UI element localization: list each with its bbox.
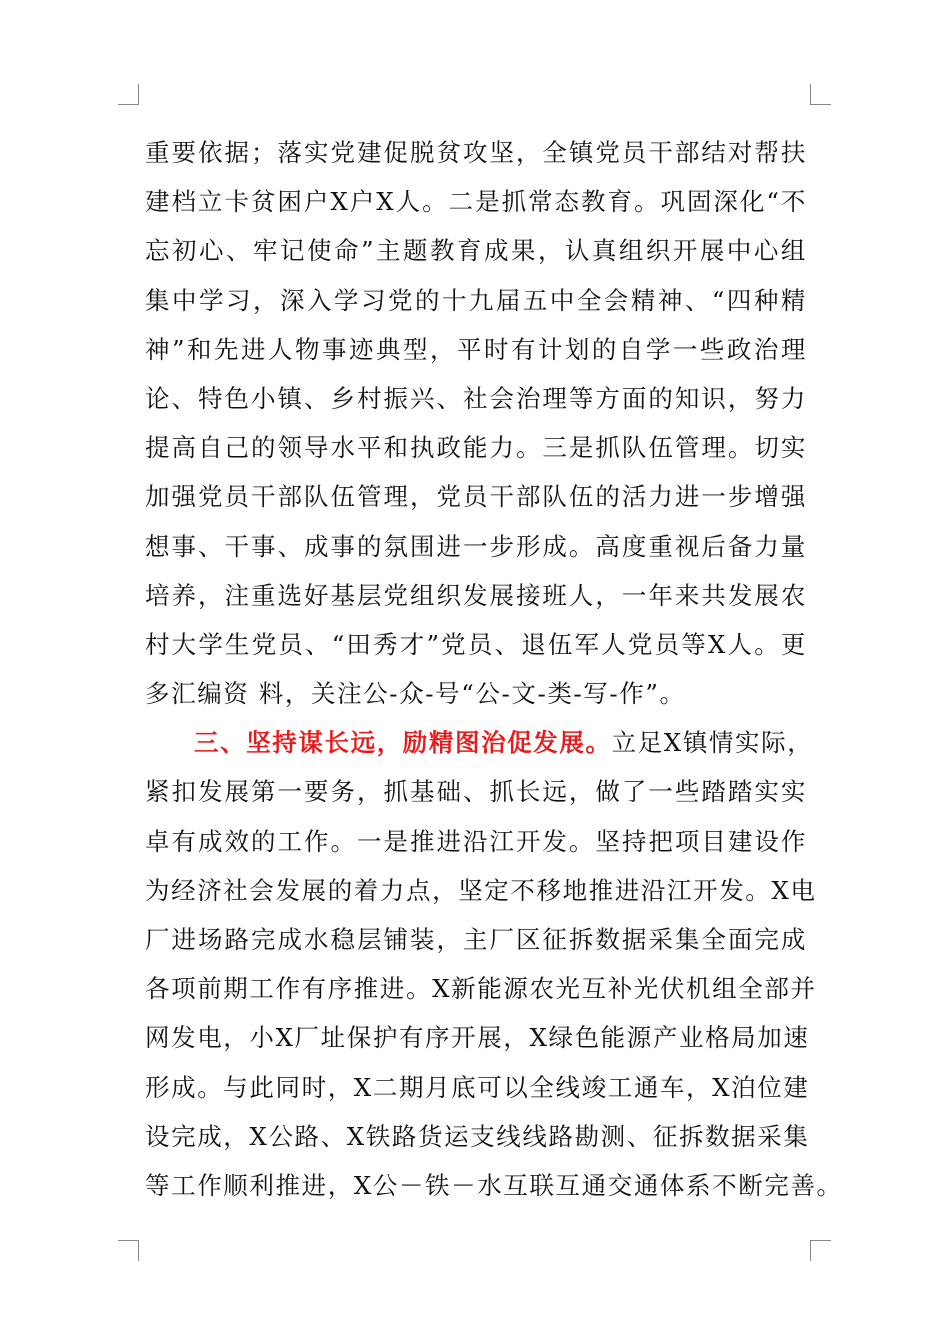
section-heading-line bbox=[145, 718, 814, 767]
crop-mark-top-right bbox=[810, 84, 831, 105]
text-line: 神”和先进人物事迹典型，平时有计划的自学一些政治理 bbox=[145, 334, 807, 364]
paragraph-party-building bbox=[145, 128, 807, 718]
text-line: 网发电，小X厂址保护有序开展，X绿色能源产业格局加速 bbox=[145, 1023, 810, 1053]
section-heading: 三、坚持谋长远，励精图治促发展。 bbox=[194, 728, 612, 758]
document-body bbox=[145, 128, 843, 1210]
text-line: 建档立卡贫困户X户X人。二是抓常态教育。巩固深化“不 bbox=[145, 187, 807, 217]
text-line: 提高自己的领导水平和执政能力。三是抓队伍管理。切实 bbox=[145, 433, 807, 463]
text-line: 村大学生党员、“田秀才”党员、退伍军人党员等X人。更 bbox=[145, 629, 807, 659]
text-line: 等工作顺利推进，X公－铁－水互联互通交通体系不断完善。 bbox=[145, 1170, 843, 1200]
text-line: 多汇编资 料，关注公-众-号“公-文-类-写-作”。 bbox=[145, 679, 686, 709]
crop-mark-top-left bbox=[118, 84, 139, 105]
text-line: 忘初心、牢记使命”主题教育成果，认真组织开展中心组 bbox=[145, 236, 807, 266]
text-line: 各项前期工作有序推进。X新能源农光互补光伏机组全部并 bbox=[145, 974, 817, 1004]
text-line: 紧扣发展第一要务，抓基础、抓长远，做了一些踏踏实实 bbox=[145, 777, 807, 807]
heading-line-rest: 立足X镇情实际， bbox=[611, 728, 814, 758]
text-line: 卓有成效的工作。一是推进沿江开发。坚持把项目建设作 bbox=[145, 826, 807, 856]
text-line: 设完成，X公路、X铁路货运支线线路勘测、征拆数据采集 bbox=[145, 1121, 810, 1151]
crop-mark-bottom-left bbox=[118, 1240, 139, 1261]
text-line: 重要依据；落实党建促脱贫攻坚，全镇党员干部结对帮扶 bbox=[145, 138, 807, 167]
text-line: 厂进场路完成水稳层铺装，主厂区征拆数据采集全面完成 bbox=[145, 925, 807, 954]
text-line: 想事、干事、成事的氛围进一步形成。高度重视后备力量 bbox=[145, 531, 807, 561]
text-line: 培养，注重选好基层党组织发展接班人，一年来共发展农 bbox=[145, 580, 807, 610]
crop-mark-bottom-right bbox=[810, 1240, 831, 1261]
text-line: 形成。与此同时，X二期月底可以全线竣工通车，X泊位建 bbox=[145, 1072, 810, 1102]
text-line: 论、特色小镇、乡村振兴、社会治理等方面的知识，努力 bbox=[145, 383, 807, 413]
text-line: 集中学习，深入学习党的十九届五中全会精神、“四种精 bbox=[145, 285, 807, 315]
text-line: 为经济社会发展的着力点，坚定不移地推进沿江开发。X电 bbox=[145, 875, 817, 905]
paragraph-section-three bbox=[145, 718, 843, 1210]
text-line: 加强党员干部队伍管理，党员干部队伍的活力进一步增强 bbox=[145, 482, 807, 512]
